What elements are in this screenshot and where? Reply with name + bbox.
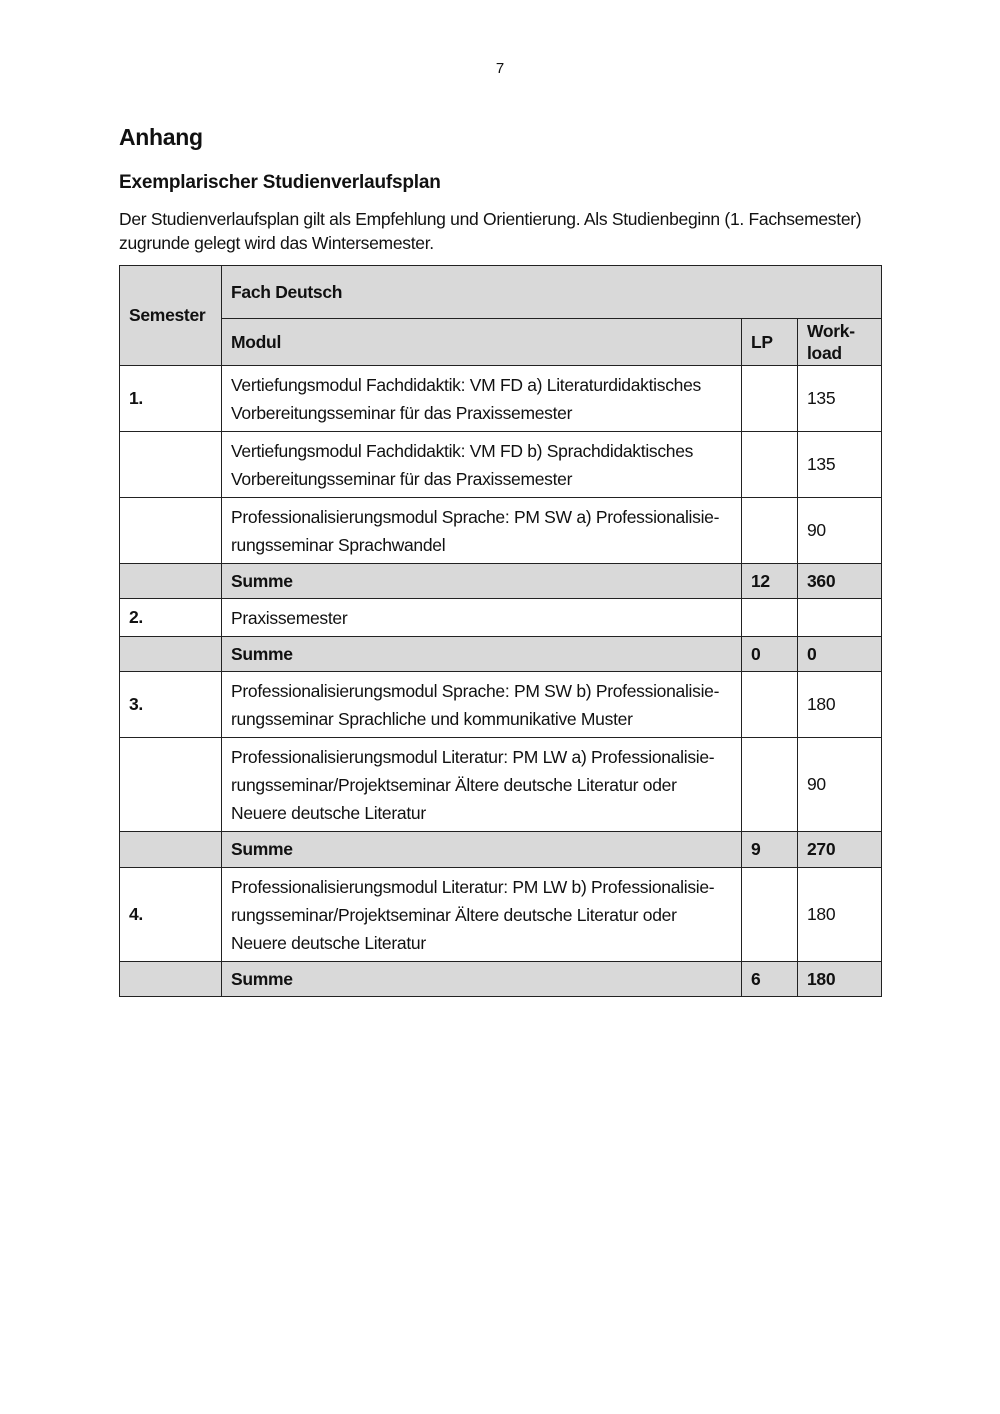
workload-cell: 180 <box>798 962 882 997</box>
semester-cell <box>120 962 222 997</box>
semester-cell <box>120 564 222 599</box>
modul-cell: Summe <box>222 564 742 599</box>
modul-cell: Vertiefungsmodul Fachdidaktik: VM FD b) Sprachdidaktisches Vorbereitungsseminar für das Praxissemester <box>222 432 742 498</box>
modul-cell: Praxissemester <box>222 599 742 637</box>
workload-cell: 180 <box>798 868 882 962</box>
header-subject: Fach Deutsch <box>222 266 882 319</box>
semester-cell <box>120 832 222 868</box>
table-row <box>120 432 882 498</box>
workload-cell: 0 <box>798 637 882 672</box>
lp-cell <box>742 738 798 832</box>
semester-cell <box>120 637 222 672</box>
lp-cell: 6 <box>742 962 798 997</box>
intro-paragraph: Der Studienverlaufsplan gilt als Empfehlung und Orientierung. Als Studienbeginn (1. Fachsemester) zugrunde gelegt wird das Wintersemester. <box>119 209 862 253</box>
table-row <box>120 868 882 962</box>
page-heading: Anhang <box>119 124 203 150</box>
lp-cell <box>742 366 798 432</box>
modul-cell: Professionalisierungsmodul Literatur: PM LW b) Professionalisie-rungsseminar/Projektseminar Ältere deutsche Literatur oder Neuere deutsche Literatur <box>222 868 742 962</box>
summary-row <box>120 637 882 672</box>
modul-cell: Summe <box>222 962 742 997</box>
section-heading: Exemplarischer Studienverlaufsplan <box>119 172 441 193</box>
workload-cell: 360 <box>798 564 882 599</box>
header-lp: LP <box>742 319 798 366</box>
semester-cell: 1. <box>120 366 222 432</box>
header-semester: Semester <box>120 266 222 366</box>
header-modul: Modul <box>222 319 742 366</box>
workload-cell: 135 <box>798 432 882 498</box>
semester-cell: 2. <box>120 599 222 637</box>
table-row <box>120 366 882 432</box>
semester-cell <box>120 738 222 832</box>
summary-row <box>120 962 882 997</box>
lp-cell: 12 <box>742 564 798 599</box>
modul-cell: Professionalisierungsmodul Sprache: PM SW b) Professionalisie-rungsseminar Sprachliche und kommunikative Muster <box>222 672 742 738</box>
lp-cell <box>742 599 798 637</box>
page-number: 7 <box>495 60 505 77</box>
workload-cell: 135 <box>798 366 882 432</box>
workload-cell: 270 <box>798 832 882 868</box>
modul-cell: Vertiefungsmodul Fachdidaktik: VM FD a) Literaturdidaktisches Vorbereitungsseminar für das Praxissemester <box>222 366 742 432</box>
workload-cell: 90 <box>798 738 882 832</box>
modul-cell: Professionalisierungsmodul Literatur: PM LW a) Professionalisie-rungsseminar/Projektseminar Ältere deutsche Literatur oder Neuere deutsche Literatur <box>222 738 742 832</box>
table-row <box>120 599 882 637</box>
semester-cell <box>120 432 222 498</box>
semester-cell: 4. <box>120 868 222 962</box>
lp-cell <box>742 868 798 962</box>
modul-cell: Summe <box>222 637 742 672</box>
table-row <box>120 672 882 738</box>
summary-row <box>120 832 882 868</box>
semester-cell <box>120 498 222 564</box>
lp-cell: 0 <box>742 637 798 672</box>
lp-cell <box>742 498 798 564</box>
workload-cell <box>798 599 882 637</box>
summary-row <box>120 564 882 599</box>
lp-cell: 9 <box>742 832 798 868</box>
modul-cell: Professionalisierungsmodul Sprache: PM SW a) Professionalisie-rungsseminar Sprachwandel <box>222 498 742 564</box>
table-row <box>120 738 882 832</box>
modul-cell: Summe <box>222 832 742 868</box>
semester-cell: 3. <box>120 672 222 738</box>
lp-cell <box>742 432 798 498</box>
header-workload: Work- load <box>798 319 882 366</box>
workload-cell: 180 <box>798 672 882 738</box>
table-row <box>120 498 882 564</box>
study-plan-table <box>119 265 882 997</box>
lp-cell <box>742 672 798 738</box>
workload-cell: 90 <box>798 498 882 564</box>
